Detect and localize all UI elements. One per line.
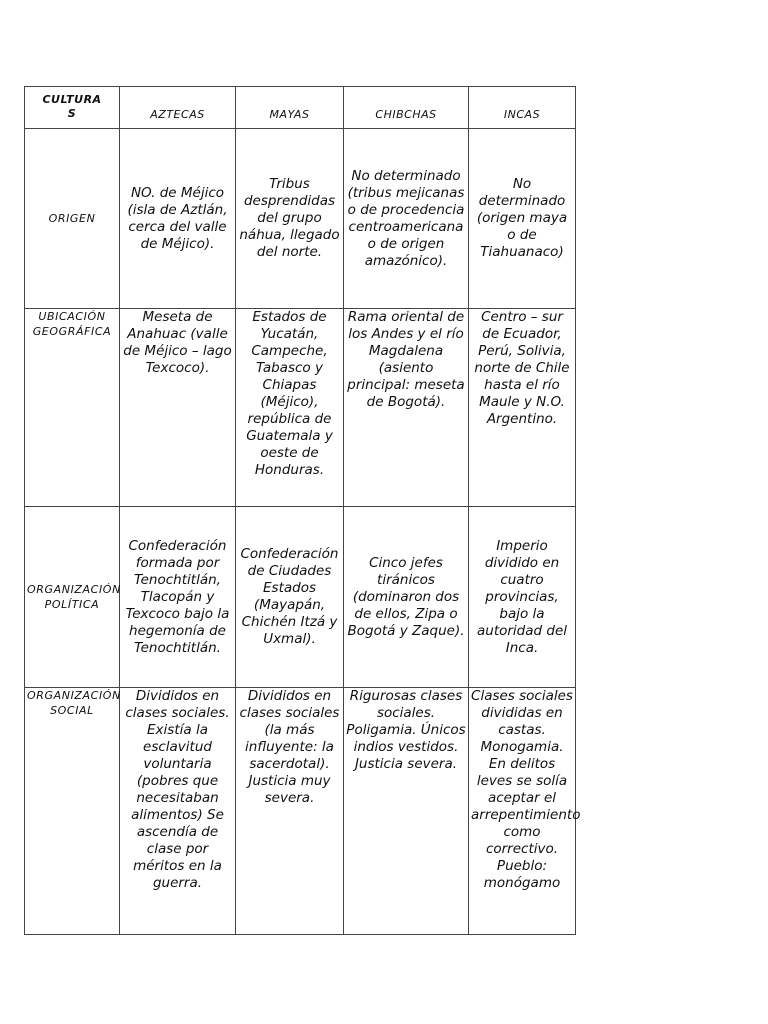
header-incas: INCAS [469,87,576,129]
row-label-social: ORGANIZACIÓN SOCIAL [25,688,120,935]
cell-mayas-ubicacion: Estados de Yucatán, Campeche, Tabasco y Chiapas (Méjico), república de Guatemala y oeste de Honduras. [236,309,344,507]
header-aztecas: AZTECAS [120,87,236,129]
table-row-ubicacion [25,309,576,507]
cell-incas-origen: No determinado (origen maya o de Tiahuanaco) [469,129,576,309]
table-row-politica [25,507,576,688]
cell-incas-politica: Imperio dividido en cuatro provincias, bajo la autoridad del Inca. [469,507,576,688]
cell-chibchas-ubicacion: Rama oriental de los Andes y el río Magdalena (asiento principal: meseta de Bogotá). [344,309,469,507]
cell-aztecas-ubicacion: Meseta de Anahuac (valle de Méjico – lago Texcoco). [120,309,236,507]
cell-chibchas-origen: No determinado (tribus mejicanas o de procedencia centroamericana o de origen amazónico). [344,129,469,309]
cell-mayas-politica: Confederación de Ciudades Estados (Mayapán, Chichén Itzá y Uxmal). [236,507,344,688]
cell-aztecas-politica: Confederación formada por Tenochtitlán, Tlacopán y Texcoco bajo la hegemonía de Tenochtitlán. [120,507,236,688]
row-label-politica: ORGANIZACIÓN POLÍTICA [25,507,120,688]
cell-mayas-origen: Tribus desprendidas del grupo náhua, llegado del norte. [236,129,344,309]
cultures-table [24,86,581,935]
cell-aztecas-social: Divididos en clases sociales. Existía la esclavitud voluntaria (pobres que necesitaban alimentos) Se ascendía de clase por méritos en la guerra. [120,688,236,935]
table-row-social [25,688,576,935]
header-mayas: MAYAS [236,87,344,129]
cell-chibchas-social: Rigurosas clases sociales. Poligamia. Únicos indios vestidos. Justicia severa. [344,688,469,935]
cell-incas-ubicacion: Centro – sur de Ecuador, Perú, Solivia, norte de Chile hasta el río Maule y N.O. Argentino. [469,309,576,507]
row-label-ubicacion: UBICACIÓN GEOGRÁFICA [25,309,120,507]
cell-mayas-social: Divididos en clases sociales (la más influyente: la sacerdotal). Justicia muy severa. [236,688,344,935]
header-chibchas: CHIBCHAS [344,87,469,129]
row-label-origen: ORIGEN [25,129,120,309]
header-cultures: CULTURA S [25,87,120,129]
cell-incas-social: Clases sociales divididas en castas. Monogamia. En delitos leves se solía aceptar el arrepentimiento como correctivo. Pueblo: monógamo [469,688,576,935]
cell-chibchas-politica: Cinco jefes tiránicos (dominaron dos de ellos, Zipa o Bogotá y Zaque). [344,507,469,688]
header-row [25,87,576,129]
cell-aztecas-origen: NO. de Méjico (isla de Aztlán, cerca del valle de Méjico). [120,129,236,309]
table-row-origen [25,129,576,309]
